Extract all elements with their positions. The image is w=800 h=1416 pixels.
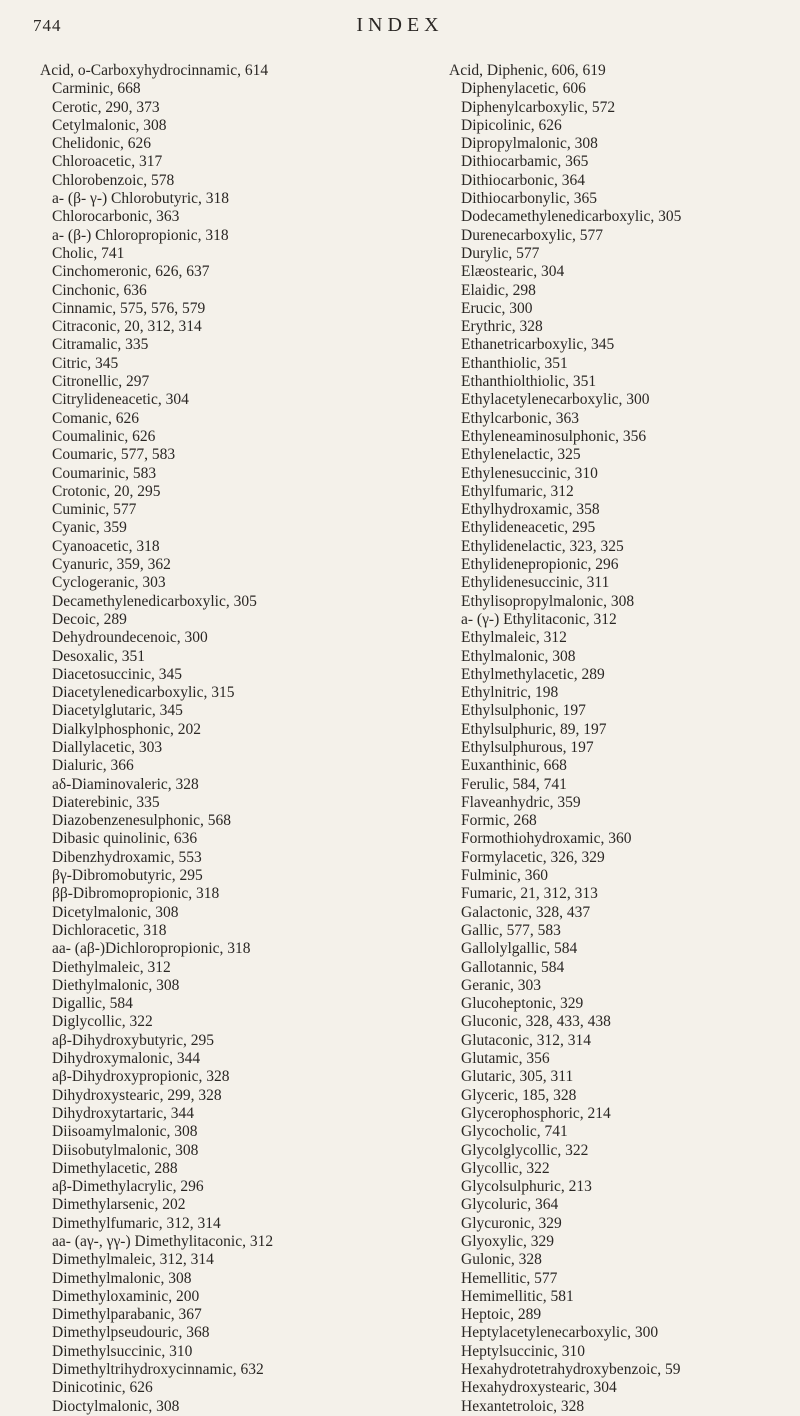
index-entry: Ethylenesuccinic, 310 xyxy=(461,464,598,482)
index-entry: Dithiocarbonylic, 365 xyxy=(461,190,598,208)
index-entry: Glycuronic, 329 xyxy=(461,1214,562,1232)
index-entry: Elaidic, 298 xyxy=(461,281,536,299)
index-entry: Ethylideneacetic, 295 xyxy=(461,519,596,537)
index-entry: Ethylnitric, 198 xyxy=(461,684,559,702)
index-entry: Dimethylacetic, 288 xyxy=(52,1159,178,1177)
index-entry: Dibasic quinolinic, 636 xyxy=(52,830,198,848)
index-entry: Erythric, 328 xyxy=(461,318,543,336)
index-entry: Dimethylpseudouric, 368 xyxy=(52,1324,210,1342)
index-entry: Glutaconic, 312, 314 xyxy=(461,1031,592,1049)
index-entry: Diacetylenedicarboxylic, 315 xyxy=(52,684,235,702)
index-entry: Heptylacetylenecarboxylic, 300 xyxy=(461,1324,659,1342)
index-entry: Acid, Diphenic, 606, 619 xyxy=(449,62,606,79)
index-entry: a- (γ-) Ethylitaconic, 312 xyxy=(461,610,617,628)
index-entry: Diacetosuccinic, 345 xyxy=(52,665,182,683)
index-entry: Fulminic, 360 xyxy=(461,867,548,885)
index-entry: Hexahydrotetrahydroxybenzoic, 59 xyxy=(461,1361,681,1379)
index-entry: Ethylcarbonic, 363 xyxy=(461,409,579,427)
index-entry: Glycoluric, 364 xyxy=(461,1196,559,1214)
index-entry: Cerotic, 290, 373 xyxy=(52,98,160,116)
index-entry: Ethanthiolic, 351 xyxy=(461,354,568,372)
index-entry: Cholic, 741 xyxy=(52,244,125,262)
index-entry: Glutamic, 356 xyxy=(461,1050,550,1068)
index-entry: Ethylenelactic, 325 xyxy=(461,446,581,464)
index-entry: aβ-Dihydroxybutyric, 295 xyxy=(52,1031,214,1049)
index-entry: Ethylisopropylmalonic, 308 xyxy=(461,592,635,610)
index-entry: Citramalic, 335 xyxy=(52,336,149,354)
index-entry: aβ-Dihydroxypropionic, 328 xyxy=(52,1068,230,1086)
index-entry: Diphenylacetic, 606 xyxy=(461,80,586,98)
index-entry: Dicetylmalonic, 308 xyxy=(52,903,179,921)
index-entry: Heptoic, 289 xyxy=(461,1306,542,1324)
index-entry: Citraconic, 20, 312, 314 xyxy=(52,318,202,336)
index-entry: Coumaric, 577, 583 xyxy=(52,446,176,464)
index-entry: Dioctylmalonic, 308 xyxy=(52,1397,180,1415)
running-head: INDEX xyxy=(356,14,444,36)
index-entry: Coumarinic, 583 xyxy=(52,464,157,482)
index-entry: Gallic, 577, 583 xyxy=(461,921,561,939)
index-entry: Dihydroxystearic, 299, 328 xyxy=(52,1086,222,1104)
index-entry: Decamethylenedicarboxylic, 305 xyxy=(52,592,257,610)
index-entry: Dipicolinic, 626 xyxy=(461,116,562,134)
index-entry: Decoic, 289 xyxy=(52,610,127,628)
index-entry: Chloroacetic, 317 xyxy=(52,153,163,171)
index-entry: Dithiocarbamic, 365 xyxy=(461,153,589,171)
index-entry: Formothiohydroxamic, 360 xyxy=(461,830,632,848)
index-entry: Durylic, 577 xyxy=(461,244,540,262)
index-entry: Glyceric, 185, 328 xyxy=(461,1086,577,1104)
index-entry: Ethanthiolthiolic, 351 xyxy=(461,373,597,391)
index-entry: Hexantetroloic, 328 xyxy=(461,1397,585,1415)
index-entry: Ethylidenesuccinic, 311 xyxy=(461,574,610,592)
index-entry: Diaterebinic, 335 xyxy=(52,793,160,811)
index-entry: Ethylidenelactic, 323, 325 xyxy=(461,537,624,555)
index-entry: Dialuric, 366 xyxy=(52,757,134,775)
index-column-left xyxy=(40,62,440,1416)
index-entry: aδ-Diaminovaleric, 328 xyxy=(52,775,199,793)
index-entry: Euxanthinic, 668 xyxy=(461,757,567,775)
index-entry: Diethylmaleic, 312 xyxy=(52,958,171,976)
page-header xyxy=(0,0,800,48)
index-entry: ββ-Dibromopropionic, 318 xyxy=(52,885,220,903)
index-entry: Dimethylmaleic, 312, 314 xyxy=(52,1251,214,1269)
index-entry: Elæostearic, 304 xyxy=(461,263,565,281)
index-entry: Ethylmalonic, 308 xyxy=(461,647,576,665)
index-entry: Ethylidenepropionic, 296 xyxy=(461,556,619,574)
index-entry: Dimethylarsenic, 202 xyxy=(52,1196,186,1214)
index-entry: Hemimellitic, 581 xyxy=(461,1287,574,1305)
index-entry: Dialkylphosphonic, 202 xyxy=(52,720,201,738)
index-entry: Ethylmethylacetic, 289 xyxy=(461,665,605,683)
index-entry: Citronellic, 297 xyxy=(52,373,150,391)
index-entry: Chlorobenzoic, 578 xyxy=(52,171,175,189)
index-entry: Dimethylmalonic, 308 xyxy=(52,1269,192,1287)
index-entry: Ethyleneaminosulphonic, 356 xyxy=(461,427,647,445)
index-entry: Glycocholic, 741 xyxy=(461,1123,568,1141)
index-entry: Hexahydroxystearic, 304 xyxy=(461,1379,617,1397)
index-entry: Gluconic, 328, 433, 438 xyxy=(461,1013,611,1031)
index-entry: Gallotannic, 584 xyxy=(461,958,565,976)
index-entry: a- (β-) Chloropropionic, 318 xyxy=(52,226,229,244)
index-entry: Geranic, 303 xyxy=(461,976,542,994)
index-entry: Cuminic, 577 xyxy=(52,501,137,519)
index-entry: Ethylmaleic, 312 xyxy=(461,629,567,647)
index-entry: Ethylsulphonic, 197 xyxy=(461,702,586,720)
index-entry: Hemellitic, 577 xyxy=(461,1269,558,1287)
index-entry: Glycerophosphoric, 214 xyxy=(461,1104,611,1122)
index-entry: Dinicotinic, 626 xyxy=(52,1379,153,1397)
index-entry: Formic, 268 xyxy=(461,812,537,830)
index-entry: Cetylmalonic, 308 xyxy=(52,116,167,134)
index-entry: Glyoxylic, 329 xyxy=(461,1233,554,1250)
index-entry: Glycolglycollic, 322 xyxy=(461,1141,589,1159)
index-entry: Dihydroxytartaric, 344 xyxy=(52,1104,195,1122)
index-entry: Dehydroundecenoic, 300 xyxy=(52,629,208,647)
index-entry: Cyanoacetic, 318 xyxy=(52,537,160,555)
index-entry: Ethylsulphurous, 197 xyxy=(461,738,594,756)
index-entry: Diphenylcarboxylic, 572 xyxy=(461,98,616,116)
index-entry: Erucic, 300 xyxy=(461,299,533,317)
index-entry: Dibenzhydroxamic, 553 xyxy=(52,848,202,866)
index-entry: Glucoheptonic, 329 xyxy=(461,995,584,1013)
index-entry: Ethylhydroxamic, 358 xyxy=(461,501,600,519)
index-entry: Digallic, 584 xyxy=(52,995,133,1013)
index-entry: Carminic, 668 xyxy=(52,80,141,98)
index-entry: Cyanuric, 359, 362 xyxy=(52,556,171,574)
index-entry: Glutaric, 305, 311 xyxy=(461,1068,574,1086)
index-entry: Chlorocarbonic, 363 xyxy=(52,208,180,226)
index-entry: Desoxalic, 351 xyxy=(52,647,145,665)
index-entry: Cinchomeronic, 626, 637 xyxy=(52,263,210,281)
index-entry: Cyclogeranic, 303 xyxy=(52,574,166,592)
index-entry: Ethylsulphuric, 89, 197 xyxy=(461,720,607,738)
index-entry: Dimethyloxaminic, 200 xyxy=(52,1287,200,1305)
index-entry: Coumalinic, 626 xyxy=(52,427,156,445)
index-entry: Comanic, 626 xyxy=(52,409,139,427)
index-entry: Gallolylgallic, 584 xyxy=(461,940,578,958)
index-entry: Dithiocarbonic, 364 xyxy=(461,171,585,189)
index-entry: Dimethylfumaric, 312, 314 xyxy=(52,1214,221,1232)
index-entry: Dipropylmalonic, 308 xyxy=(461,135,598,153)
index-entry: Ethylfumaric, 312 xyxy=(461,482,574,500)
index-entry: Dimethylparabanic, 367 xyxy=(52,1306,202,1324)
index-entry: Dihydroxymalonic, 344 xyxy=(52,1050,201,1068)
index-entry: Diallylacetic, 303 xyxy=(52,738,163,756)
index-entry: Heptylsuccinic, 310 xyxy=(461,1342,585,1360)
index-entry: aβ-Dimethylacrylic, 296 xyxy=(52,1178,204,1196)
index-entry: Acid, o-Carboxyhydrocinnamic, 614 xyxy=(40,62,269,79)
index-entry: aa- (aβ-)Dichloropropionic, 318 xyxy=(52,940,251,958)
index-entry: Diisoamylmalonic, 308 xyxy=(52,1123,198,1141)
index-entry: Diacetylglutaric, 345 xyxy=(52,702,183,720)
index-entry: a- (β- γ-) Chlorobutyric, 318 xyxy=(52,190,230,208)
index-entry: Crotonic, 20, 295 xyxy=(52,482,161,500)
index-entry: Gulonic, 328 xyxy=(461,1251,542,1269)
page-number: 744 xyxy=(33,16,62,35)
index-entry: Cinnamic, 575, 576, 579 xyxy=(52,299,206,317)
index-entry: Diisobutylmalonic, 308 xyxy=(52,1141,199,1159)
index-entry: Formylacetic, 326, 329 xyxy=(461,848,605,866)
index-entry: Cyanic, 359 xyxy=(52,519,127,537)
index-entry: Glycollic, 322 xyxy=(461,1159,550,1177)
index-entry: Diazobenzenesulphonic, 568 xyxy=(52,812,232,830)
index-entry: Dichloracetic, 318 xyxy=(52,921,167,939)
index-entry: Citrylideneacetic, 304 xyxy=(52,391,189,409)
index-entry: Ethylacetylenecarboxylic, 300 xyxy=(461,391,650,409)
index-entry: Dodecamethylenedicarboxylic, 305 xyxy=(461,208,682,226)
index-entry: Galactonic, 328, 437 xyxy=(461,903,591,921)
index-entry: Glycolsulphuric, 213 xyxy=(461,1178,592,1196)
index-entry: Diethylmalonic, 308 xyxy=(52,976,180,994)
index-entry: Ethanetricarboxylic, 345 xyxy=(461,336,615,354)
index-entry: Chelidonic, 626 xyxy=(52,135,152,153)
index-entry: Dimethylsuccinic, 310 xyxy=(52,1342,193,1360)
index-column-right xyxy=(449,62,800,1416)
index-entry: Durenecarboxylic, 577 xyxy=(461,226,604,244)
index-entry: Cinchonic, 636 xyxy=(52,281,147,299)
index-entry: Fumaric, 21, 312, 313 xyxy=(461,885,598,903)
index-entry: Ferulic, 584, 741 xyxy=(461,775,567,793)
index-entry: Flaveanhydric, 359 xyxy=(461,793,581,811)
index-entry: aa- (aγ-, γγ-) Dimethylitaconic, 312 xyxy=(52,1233,274,1250)
index-entry: βγ-Dibromobutyric, 295 xyxy=(52,867,203,885)
index-entry: Dimethyltrihydroxycinnamic, 632 xyxy=(52,1361,264,1379)
index-entry: Diglycollic, 322 xyxy=(52,1013,153,1031)
index-entry: Citric, 345 xyxy=(52,354,119,372)
